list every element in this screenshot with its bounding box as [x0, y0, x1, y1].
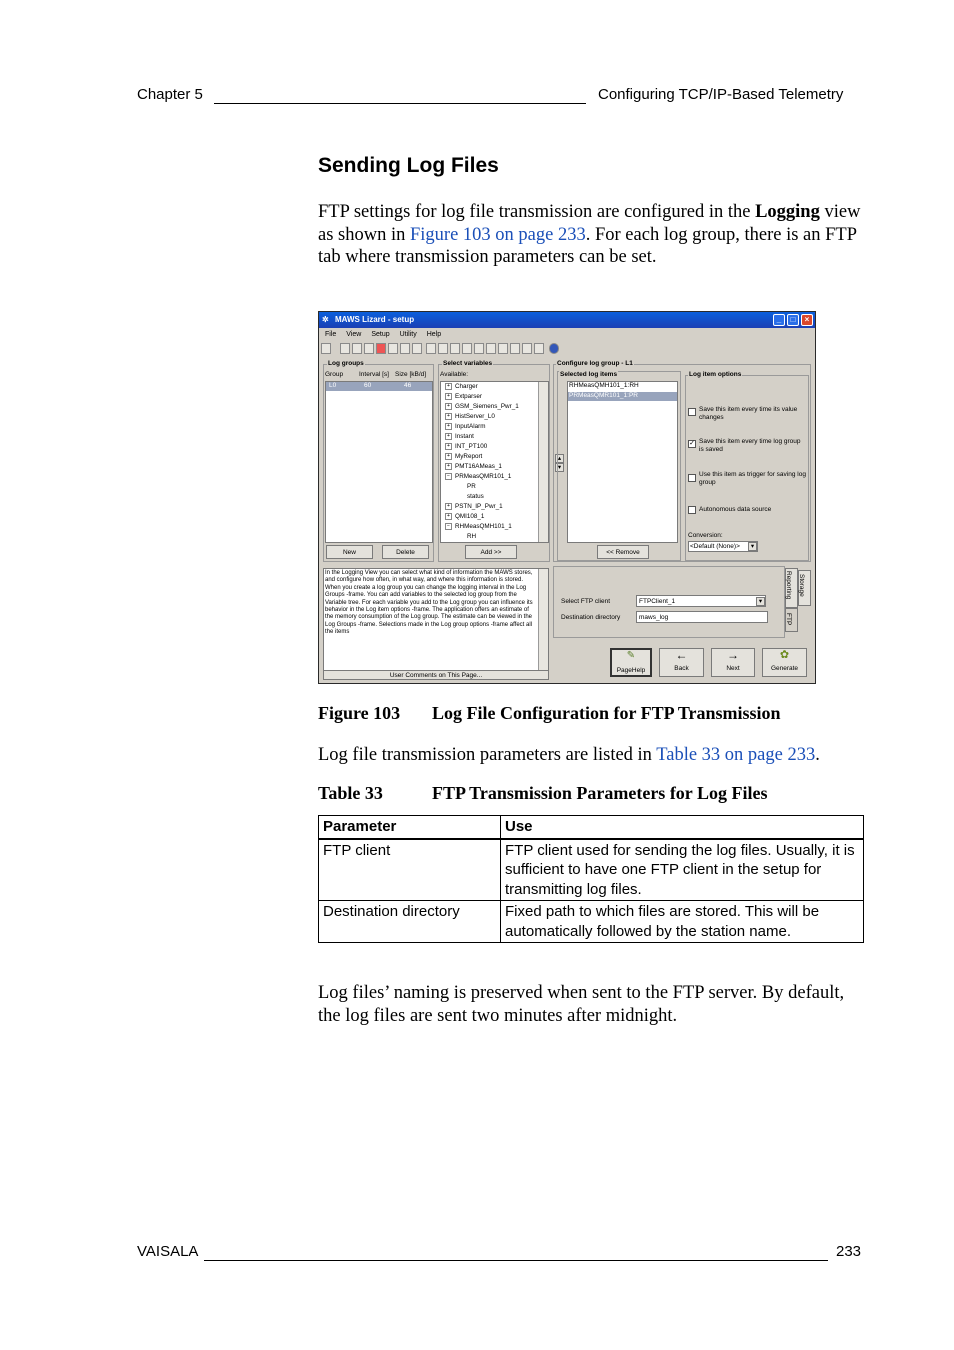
chapter-label: Chapter 5: [137, 86, 203, 103]
header-parameter: Parameter: [319, 816, 501, 839]
table-title: FTP Transmission Parameters for Log Files: [432, 783, 768, 803]
cell-parameter: Destination directory: [319, 901, 501, 943]
intro-text-2: view as shown in: [318, 202, 861, 245]
tool-icon[interactable]: [486, 343, 496, 354]
header-rule: [214, 103, 586, 104]
tool-icon[interactable]: [462, 343, 472, 354]
destination-dir-input[interactable]: maws_log: [636, 611, 768, 623]
option-checkbox[interactable]: [688, 408, 696, 416]
menubar: [319, 329, 815, 340]
selected-items-list[interactable]: [567, 381, 678, 543]
help-scrollbar[interactable]: [538, 569, 548, 670]
option-label: Use this item as trigger for saving log group: [699, 471, 806, 486]
tool-icon[interactable]: [450, 343, 460, 354]
tree-item[interactable]: − RHMeasQMH101_1: [445, 522, 512, 532]
configure-log-group-title: Configure log group - L1: [557, 360, 633, 367]
log-groups-title: Log groups: [328, 360, 364, 367]
tree-item[interactable]: PR: [467, 483, 476, 490]
undo-icon[interactable]: [321, 343, 331, 354]
user-comments-button[interactable]: User Comments on This Page...: [323, 670, 549, 680]
col-size-header: Size [kB/d]: [395, 371, 427, 378]
help-text-panel: [323, 568, 549, 671]
row-group: L0: [329, 382, 337, 389]
arrow-right-icon: →: [727, 648, 739, 662]
screenshot-figure: [318, 311, 816, 684]
close-icon[interactable]: ×: [801, 314, 813, 326]
add-button[interactable]: Add >>: [465, 545, 517, 559]
tool-icon[interactable]: [426, 343, 436, 354]
footer-company: VAISALA: [137, 1243, 199, 1260]
tool-icon[interactable]: [340, 343, 350, 354]
select-variables-title: Select variables: [443, 360, 493, 367]
tool-icon[interactable]: [498, 343, 508, 354]
menu-setup[interactable]: Setup: [371, 331, 390, 338]
option-label: Autonomous data source: [699, 506, 772, 513]
minimize-icon[interactable]: _: [773, 314, 785, 326]
table-link[interactable]: Table 33 on page 233: [656, 745, 816, 765]
destination-dir-label: Destination directory: [561, 614, 621, 621]
option-checkbox[interactable]: [688, 474, 696, 482]
tree-item[interactable]: + INT_PT100: [445, 442, 487, 452]
closing-paragraph: Log files’ naming is preserved when sent to the FTP server. By default, the log files are sent two minutes after midnight.: [318, 983, 845, 1026]
remove-button[interactable]: << Remove: [597, 545, 649, 559]
section-heading: Sending Log Files: [318, 154, 499, 177]
figure-caption: [318, 703, 781, 724]
table-intro-paragraph: [318, 744, 864, 767]
tree-scrollbar[interactable]: [538, 382, 548, 542]
move-down-icon[interactable]: ▾: [555, 463, 564, 472]
maximize-icon[interactable]: □: [787, 314, 799, 326]
variable-tree[interactable]: [440, 381, 549, 543]
next-button[interactable]: → Next: [711, 648, 755, 677]
tree-item[interactable]: RH: [467, 533, 477, 540]
tree-item[interactable]: + PMT16AMeas_1: [445, 462, 502, 472]
chevron-down-icon[interactable]: ▾: [748, 542, 757, 551]
logging-term: Logging: [755, 202, 820, 222]
pagehelp-button[interactable]: ✎ PageHelp: [610, 648, 652, 677]
cell-parameter: FTP client: [319, 839, 501, 901]
col-group-header: Group: [325, 371, 344, 378]
tree-item[interactable]: + HistServer_L0: [445, 412, 495, 422]
table-row: [319, 901, 864, 943]
tool-icon[interactable]: [412, 343, 422, 354]
option-label: Save this item every time its value changes: [699, 406, 798, 421]
footer-rule: [204, 1260, 828, 1261]
tab-ftp[interactable]: FTP: [785, 608, 798, 632]
header-use: Use: [501, 816, 864, 839]
row-interval: 60: [364, 382, 372, 389]
intro-text-1: FTP settings for log file transmission are configured in the: [318, 202, 756, 222]
table-number: Table 33: [318, 783, 383, 803]
tool-icon[interactable]: [352, 343, 362, 354]
menu-file[interactable]: File: [325, 331, 337, 338]
ftp-client-select[interactable]: FTPClient_1: [636, 595, 766, 607]
option-label: Save this item every time log group is saved: [699, 438, 801, 453]
generate-icon: ✿: [779, 649, 790, 661]
tool-icon[interactable]: [438, 343, 448, 354]
tool-icon[interactable]: [364, 343, 374, 354]
window-title: MAWS Lizard - setup: [335, 315, 415, 324]
figure-link[interactable]: Figure 103 on page 233: [410, 224, 586, 245]
chevron-down-icon[interactable]: ▾: [756, 597, 765, 606]
menu-view[interactable]: View: [346, 331, 362, 338]
tree-item[interactable]: + Extparser: [445, 392, 482, 402]
intro-text-3: . For each log group, there is an FTP tab where transmission parameters can be set.: [318, 224, 857, 267]
table-caption: [318, 783, 768, 804]
tree-item[interactable]: + InputAlarm: [445, 422, 485, 432]
parameters-table: [318, 815, 864, 943]
log-groups-list[interactable]: [325, 381, 433, 543]
tab-reporting[interactable]: Reporting: [785, 568, 798, 608]
cell-use: FTP client used for sending the log files. Usually, it is sufficient to have one FTP client in the setup for transmitting log files.: [501, 839, 864, 901]
tree-item[interactable]: + PSTN_IP_Pwr_1: [445, 502, 503, 512]
page-number: 233: [836, 1243, 862, 1260]
tree-item[interactable]: + QMI108_1: [445, 512, 484, 522]
option-checkbox[interactable]: ✓: [689, 440, 695, 447]
log-item-options-title: Log item options: [689, 371, 742, 378]
menu-utility[interactable]: Utility: [399, 331, 417, 338]
conversion-label: Conversion:: [688, 532, 723, 539]
move-up-icon[interactable]: ▴: [555, 454, 564, 463]
tool-icon[interactable]: [376, 343, 386, 354]
figure-title: Log File Configuration for FTP Transmission: [432, 703, 781, 723]
tool-icon[interactable]: [522, 343, 532, 354]
cell-use: Fixed path to which files are stored. This will be automatically followed by the station name.: [501, 901, 864, 943]
arrow-left-icon: ←: [675, 648, 688, 662]
back-button[interactable]: ← Back: [659, 648, 704, 677]
delete-button[interactable]: Delete: [382, 545, 429, 559]
toolbar: [321, 342, 813, 356]
log-group-row[interactable]: [326, 382, 432, 391]
table-intro-end: .: [815, 745, 820, 765]
tool-icon[interactable]: [474, 343, 484, 354]
selected-item[interactable]: PRMeasQMR101_1:PR: [568, 392, 677, 401]
menu-help[interactable]: Help: [426, 331, 442, 338]
tool-icon[interactable]: [400, 343, 410, 354]
tree-item[interactable]: + MyReport: [445, 452, 482, 462]
tool-icon[interactable]: [510, 343, 520, 354]
table-header-row: [319, 816, 864, 839]
tree-item[interactable]: − PRMeasQMR101_1: [445, 472, 511, 482]
ftp-client-label: Select FTP client: [561, 598, 611, 605]
tool-icon[interactable]: [388, 343, 398, 354]
tree-item[interactable]: status: [467, 493, 484, 500]
option-checkbox[interactable]: [688, 506, 696, 514]
generate-button[interactable]: ✿ Generate: [762, 648, 807, 677]
available-label: Available:: [440, 371, 469, 378]
selected-items-title: Selected log items: [560, 371, 618, 378]
section-title: Configuring TCP/IP-Based Telemetry: [598, 86, 844, 103]
figure-number: Figure 103: [318, 703, 401, 723]
selected-item[interactable]: RHMeasQMH101_1:RH: [569, 382, 639, 389]
help-icon: ✎: [626, 650, 636, 661]
app-icon: ✲: [322, 315, 329, 324]
intro-paragraph: [318, 201, 864, 269]
col-interval-header: Interval [s]: [359, 371, 389, 378]
window-titlebar: [319, 312, 815, 328]
tree-item[interactable]: + GSM_Siemens_Pwr_1: [445, 402, 519, 412]
tab-storage[interactable]: Storage: [798, 570, 811, 606]
row-size: 46: [404, 382, 412, 389]
help-text: In the Logging View you can select what kind of information the MAWS stores, and configure how often, in what way, and where this information is stored. When you create a log group you can change the logging interval in the Log Groups -frame. You can add variables to the selected log group from the Variable tree. For each variable you add to the Log group you can influence its behavior in the Log item options -frame. The application offers an estimate of the memory consumption of the Log group. The estimate can be viewed in the Log Groups -frame. Selections made in the Log group options -frame affect all the items: [325, 570, 533, 636]
tree-item[interactable]: + Charger: [445, 382, 478, 392]
tree-item[interactable]: + Instant: [445, 432, 474, 442]
table-row: [319, 839, 864, 901]
tool-icon[interactable]: [534, 343, 544, 354]
info-icon[interactable]: [549, 343, 559, 354]
new-button[interactable]: New: [326, 545, 373, 559]
table-intro-text: Log file transmission parameters are listed in: [318, 745, 657, 765]
conversion-select[interactable]: <Default (None)>: [688, 541, 758, 552]
